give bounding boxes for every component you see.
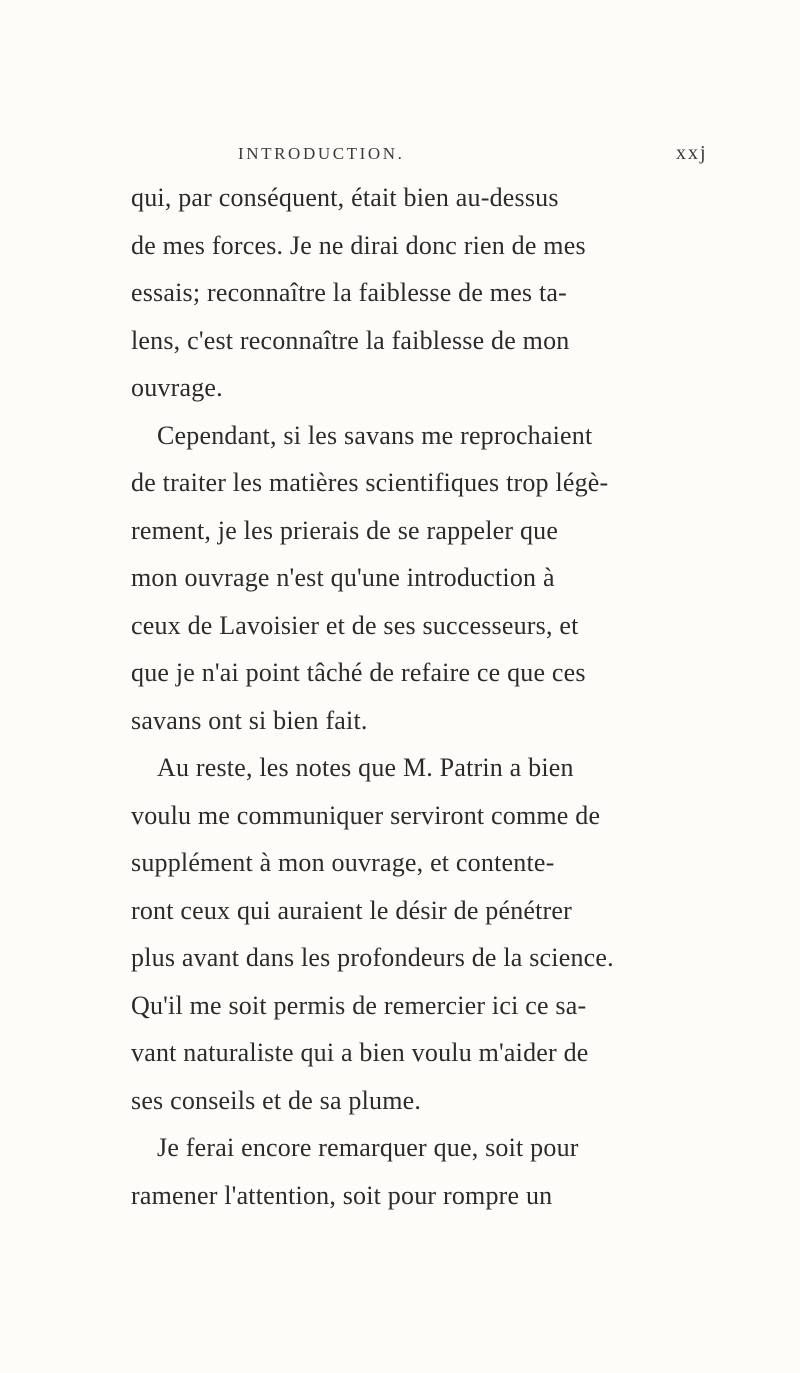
text-line: plus avant dans les profondeurs de la science. bbox=[131, 943, 614, 972]
text-line: ouvrage. bbox=[131, 373, 223, 402]
text-line: rement, je les prierais de se rappeler que bbox=[131, 515, 559, 545]
text-line: ceux de Lavoisier et de ses successeurs, et bbox=[131, 610, 579, 640]
text-line: que je n'ai point tâché de refaire ce que ces bbox=[131, 658, 586, 687]
paragraph-start-line: Cependant, si les savans me reprochaient bbox=[157, 420, 593, 450]
text-line: ramener l'attention, soit pour rompre un bbox=[131, 1180, 553, 1210]
text-line: de mes forces. Je ne dirai donc rien de mes bbox=[131, 230, 586, 260]
page-number: xxj bbox=[676, 142, 708, 164]
text-line: vant naturaliste qui a bien voulu m'aider de bbox=[131, 1038, 589, 1067]
text-line: ront ceux qui auraient le désir de pénétrer bbox=[131, 895, 573, 925]
text-line: Qu'il me soit permis de remercier ici ce sa- bbox=[131, 990, 587, 1020]
text-line: de traiter les matières scientifiques trop légè- bbox=[131, 468, 609, 497]
paragraph-start-line: Je ferai encore remarquer que, soit pour bbox=[157, 1133, 579, 1162]
text-line: lens, c'est reconnaître la faiblesse de mon bbox=[131, 325, 570, 355]
body-text bbox=[131, 174, 691, 1219]
text-line: voulu me communiquer serviront comme de bbox=[131, 800, 601, 830]
text-line: supplément à mon ouvrage, et contente- bbox=[131, 848, 555, 877]
text-line: qui, par conséquent, était bien au-dessus bbox=[131, 183, 559, 212]
running-title: INTRODUCTION. bbox=[238, 144, 405, 163]
paragraph-start-line: Au reste, les notes que M. Patrin a bien bbox=[157, 753, 574, 782]
text-line: savans ont si bien fait. bbox=[131, 705, 368, 735]
text-line: essais; reconnaître la faiblesse de mes ta- bbox=[131, 278, 567, 307]
text-line: ses conseils et de sa plume. bbox=[131, 1085, 422, 1115]
running-head bbox=[0, 144, 800, 170]
text-line: mon ouvrage n'est qu'une introduction à bbox=[131, 563, 555, 592]
